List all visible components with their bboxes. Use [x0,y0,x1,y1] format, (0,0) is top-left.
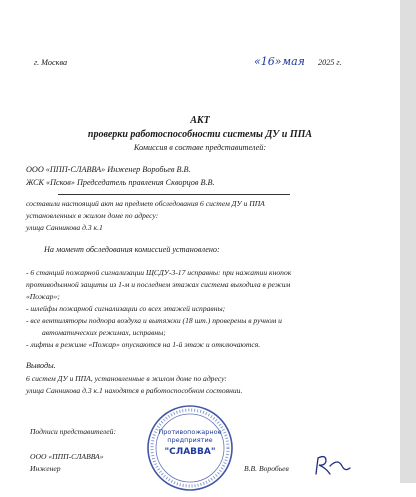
findings-intro: На момент обследования комиссией установлено: [44,245,220,254]
finding-line: «Пожар»; [26,292,60,301]
signature-org: ООО «ППП-СЛАВВА» [30,452,104,461]
finding-line: автоматических режимах, исправны; [42,328,166,337]
conclusions-heading: Выводы. [26,361,56,370]
conclusion-line: 6 систем ДУ и ППА, установленные в жилом доме по адресу: [26,374,227,383]
finding-line: - все вентиляторы подпора воздуха и вытяжки (18 шт.) проверены в ручном и [26,316,282,325]
stamp-line: "СЛАВВА" [164,447,216,457]
finding-line: - лифты в режиме «Пожар» опускаются на 1-й этаж и отключаются. [26,340,261,349]
finding-line: - шлейфы пожарной сигнализации со всех этажей исправны; [26,304,226,313]
date-month: мая [282,55,305,68]
purpose-line: установленных в жилом доме по адресу: [26,211,159,220]
signatures-heading: Подписи представителей: [30,427,116,436]
city-label: г. Москва [34,58,68,67]
commission-member: ООО «ППП-СЛАВВА» Инженер Воробьев В.В. [26,165,191,174]
commission-member: ЖСК «Псков» Председатель правления Скворцов В.В. [26,178,215,187]
signature-role: Инженер [30,464,61,473]
conclusion-line: улица Санникова д.3 к.1 находятся в работоспособном состоянии. [26,386,243,395]
signature-name: В.В. Воробьев [244,464,289,473]
document-subtitle: проверки работоспособности системы ДУ и ППА [87,129,313,140]
date-day: «16» [254,55,282,68]
handwritten-signature [312,452,352,483]
finding-line: противодымной защиты из 1-м и последнем этажах система выходила в режим [26,280,291,289]
divider-line [58,194,290,195]
page-edge-shadow [400,0,416,483]
organization-stamp [146,404,234,492]
commission-intro: Комиссия в составе представителей: [133,143,267,152]
purpose-line: составили настоящий акт на предмет обследования 6 систем ДУ и ППА [26,199,265,208]
purpose-address: улица Санникова д.3 к.1 [26,223,103,232]
stamp-line: Противопожарное [158,428,222,436]
document-title: АКТ [190,115,210,126]
date-year: 2025 г. [318,58,342,67]
stamp-line: предприятие [167,436,213,444]
finding-line: - 6 станций пожарной сигнализации ЩСДУ-3-17 исправны: при нажатии кнопок [26,268,292,277]
